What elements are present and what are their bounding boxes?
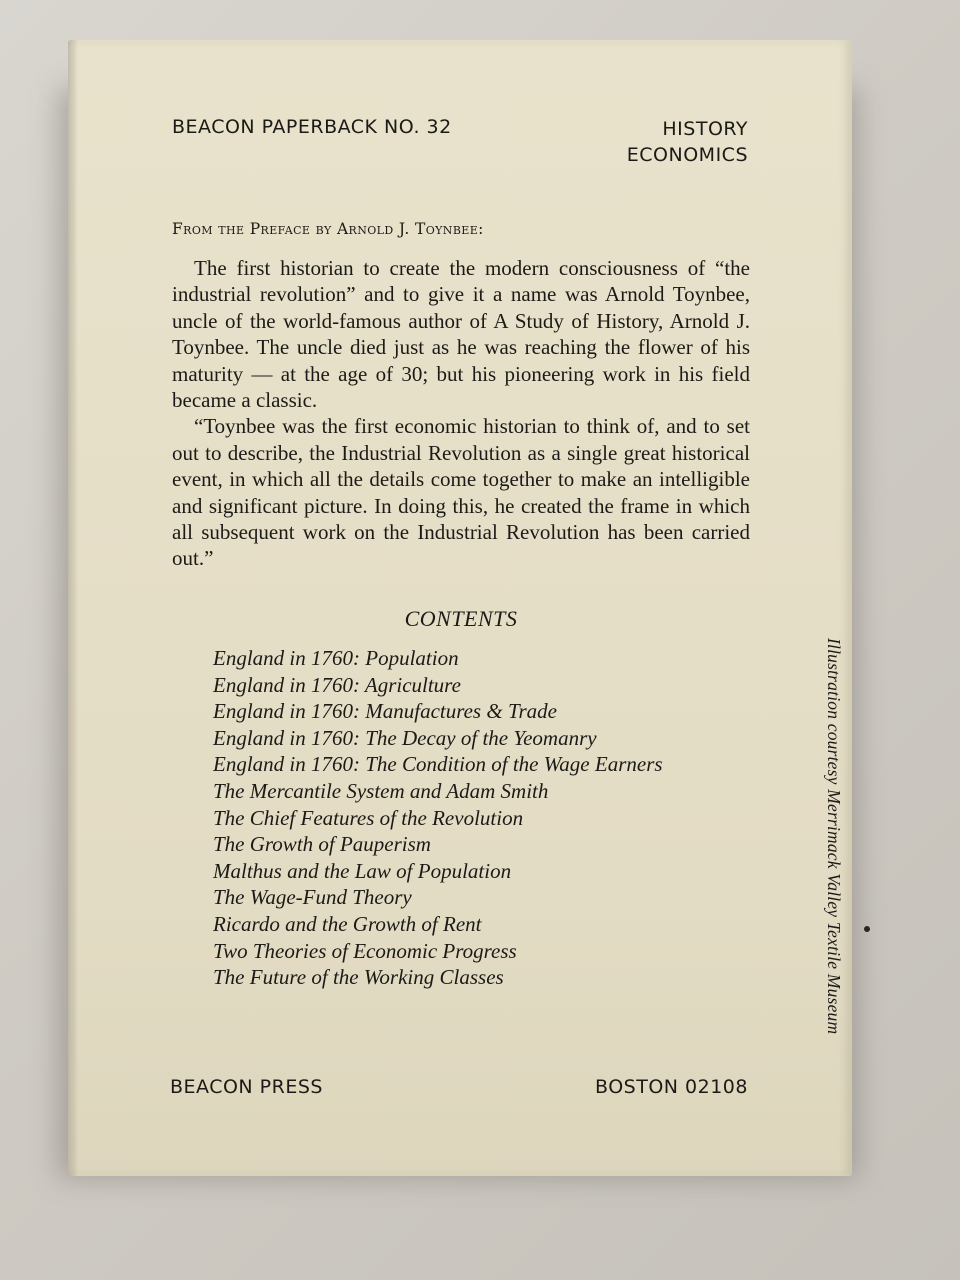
- publisher-name: BEACON PRESS: [170, 1076, 323, 1098]
- contents-item: England in 1760: Population: [213, 646, 459, 670]
- preface-heading: From the Preface by Arnold J. Toynbee:: [172, 220, 484, 238]
- series-number: BEACON PAPERBACK NO. 32: [172, 116, 452, 138]
- publisher-city: BOSTON 02108: [595, 1076, 748, 1098]
- contents-item: The Future of the Working Classes: [213, 965, 504, 990]
- paper-speck: [864, 926, 870, 932]
- contents-item: England in 1760: Manufactures & Trade: [213, 699, 557, 724]
- contents-item: The Chief Features of the Revolution: [213, 805, 524, 830]
- spine-edge: [68, 40, 78, 1176]
- contents-item: England in 1760: The Condition of the Wage Earners: [213, 752, 663, 777]
- subject-labels: [627, 116, 748, 168]
- contents-item: England in 1760: Agriculture: [213, 672, 461, 697]
- subject-economics: ECONOMICS: [626, 144, 748, 166]
- contents-item: England in 1760: The Decay of the Yeomanry: [213, 725, 597, 750]
- illustration-credit-text: Illustration courtesy Merrimack Valley Textile Museum: [824, 638, 844, 1035]
- subject-history: HISTORY: [662, 118, 748, 140]
- blurb-paragraph: The first historian to create the modern consciousness of “the industrial revolution” and to give it a name was Arnold Toynbee, uncle of the world-famous author of A Study of History, Arnold J. Toynbee. The uncle died just as he was reaching the flower of his maturity — at the age of 30; but his pioneering work in his field became a classic.: [172, 256, 750, 413]
- preface-blurb: [172, 255, 750, 572]
- contents-item: Ricardo and the Growth of Rent: [213, 911, 482, 936]
- contents-heading: CONTENTS: [404, 606, 518, 631]
- contents-list: [213, 645, 663, 991]
- contents-item: The Growth of Pauperism: [213, 832, 431, 857]
- contents-item: Two Theories of Economic Progress: [213, 938, 517, 963]
- contents-item: Malthus and the Law of Population: [213, 858, 512, 883]
- contents-item: The Mercantile System and Adam Smith: [213, 778, 549, 803]
- illustration-credit: [822, 638, 846, 1128]
- book-back-cover: [68, 40, 852, 1176]
- contents-item: The Wage-Fund Theory: [213, 885, 412, 910]
- blurb-paragraph: “Toynbee was the first economic historian to think of, and to set out to describe, the Industrial Revolution as a single great historical event, in which all the details come together to make an intelligible and significant picture. In doing this, he created the frame in which all subsequent work on the Industrial Revolution has been carried out.”: [172, 414, 750, 571]
